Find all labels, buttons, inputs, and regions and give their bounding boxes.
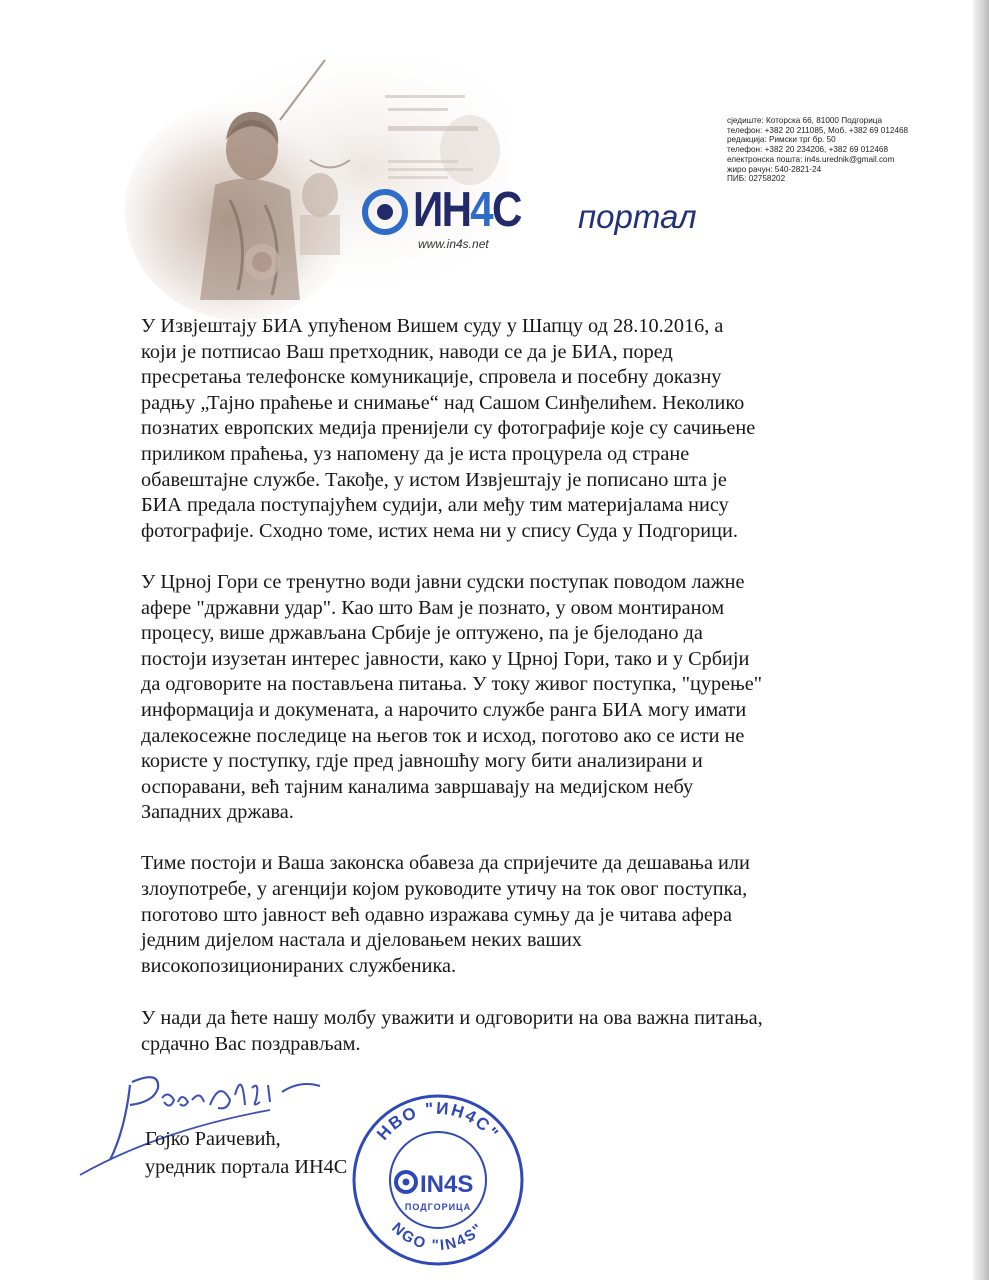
- letterhead-statue-artwork: [0, 0, 520, 320]
- letter-body: [141, 314, 841, 979]
- text-line: злоупотребе, у агенцији којом руководите утичу на ток овог поступка,: [141, 878, 748, 901]
- signatory-block: [145, 1125, 347, 1181]
- svg-text:NGO "IN4S": [388, 1219, 488, 1254]
- text-line: срдачно Вас поздрављам.: [141, 1032, 361, 1055]
- signatory-role: уредник портала ИН4С: [145, 1156, 348, 1178]
- text-line: да одговорите на постављена питања. У току живог поступка, "цурење": [141, 673, 763, 696]
- text-line: У Извјештају БИА упућеном Вишем суду у Шапцу од 28.10.2016, а: [141, 315, 724, 337]
- logo-name: [413, 182, 521, 238]
- logo-url: www.in4s.net: [418, 237, 489, 251]
- text-line: афере "државни удар". Као што Вам је познато, у овом монтираном: [141, 596, 725, 619]
- organization-stamp: [350, 1092, 526, 1268]
- text-line: БИА предала поступајућем судији, али међу тим материјалама нису: [141, 494, 729, 517]
- stamp-bottom-text: NGO "IN4S": [388, 1219, 488, 1255]
- text-line: приликом праћења, уз напомену да је иста процурела од стране: [141, 442, 690, 465]
- text-line: који је потписао Ваш претходник, наводи се да је БИА, поред: [141, 340, 673, 363]
- text-line: користе у поступку, гдје пред јавношћу могу бити анализирани и: [141, 750, 703, 773]
- text-line: информација и докумената, а нарочито службе ранга БИА могу имати: [141, 698, 747, 721]
- text-line: оспоравани, већ тајним каналима завршавају на медијском небу: [141, 775, 694, 798]
- logo-name-part3: С: [492, 183, 521, 237]
- text-line: једним дијелом настала и дјеловањем неких ваших: [141, 929, 582, 952]
- text-line: Западних држава.: [141, 801, 294, 824]
- paragraph-1: [141, 314, 841, 544]
- contact-address: сједиште: Которска 66, 81000 Подгорица: [727, 116, 883, 125]
- stamp-top-text: НВО "ИН4С": [373, 1098, 504, 1144]
- paragraph-3: [141, 851, 841, 979]
- stamp-city: ПОДГОРИЦА: [404, 1202, 472, 1212]
- text-line: високопозиционираних службеника.: [141, 954, 457, 977]
- text-line: познатих европских медија пренијели су фотографије које су сачињене: [141, 417, 756, 440]
- target-ring-icon: [362, 189, 408, 235]
- text-line: Тиме постоји и Ваша законска обавеза да спријечите да дешавања или: [141, 852, 750, 875]
- text-line: пресретања телефонске комуникације, спровела и посебну доказну: [141, 366, 722, 389]
- scan-edge: [973, 0, 989, 1280]
- contact-bank-account: жиро рачун: 540-2821-24: [727, 164, 822, 174]
- text-line: постоји изузетан интерес јавности, како у Црној Гори, тако и у Србији: [141, 647, 750, 670]
- text-line: радњу „Тајно праћење и снимање“ над Сашом Синђелићем. Неколико: [141, 391, 745, 414]
- text-line: поготово што јавност већ одавно изражава сумњу да је читава афера: [141, 903, 732, 926]
- text-line: процесу, више држављана Србије је оптужено, па је бјелодано да: [141, 622, 703, 645]
- text-line: далекосежне последице на његов ток и исход, поготово ако се исти не: [141, 724, 745, 747]
- paragraph-gap: [141, 544, 841, 570]
- logo-subtitle: портал: [578, 198, 697, 235]
- contact-newsroom-phone: телефон: +382 20 234206, +382 69 012468: [727, 145, 889, 155]
- stamp-center-logo: IN4S: [420, 1171, 474, 1198]
- contact-tax-id: ПИБ: 02758202: [727, 174, 786, 184]
- paragraph-2: [141, 570, 841, 826]
- logo-name-part1: ИН: [413, 183, 471, 237]
- svg-text:НВО "ИН4С": [373, 1099, 503, 1144]
- text-line: обавештајне службе. Такође, у истом Извјештају је пописано шта је: [141, 468, 727, 491]
- contact-phone: телефон: +382 20 211085, Моб. +382 69 012468: [727, 125, 909, 135]
- text-line: У нади да ћете нашу молбу уважити и одговорити на ова важна питања,: [141, 1007, 763, 1029]
- contact-email: електронска пошта: in4s.urednik@gmail.com: [727, 154, 895, 164]
- logo-name-part2: 4: [470, 183, 493, 237]
- text-line: У Црној Гори се тренутно води јавни судски поступак поводом лажне: [141, 570, 745, 593]
- signatory-name: Гојко Раичевић,: [145, 1128, 281, 1150]
- text-line: фотографије. Сходно томе, истих нема ни у спису Суда у Подгорици.: [141, 519, 738, 542]
- contact-newsroom: редакција: Римски трг бр. 50: [727, 135, 836, 145]
- contact-info: [727, 116, 967, 184]
- paragraph-gap: [141, 826, 841, 852]
- in4s-logo: [362, 184, 722, 259]
